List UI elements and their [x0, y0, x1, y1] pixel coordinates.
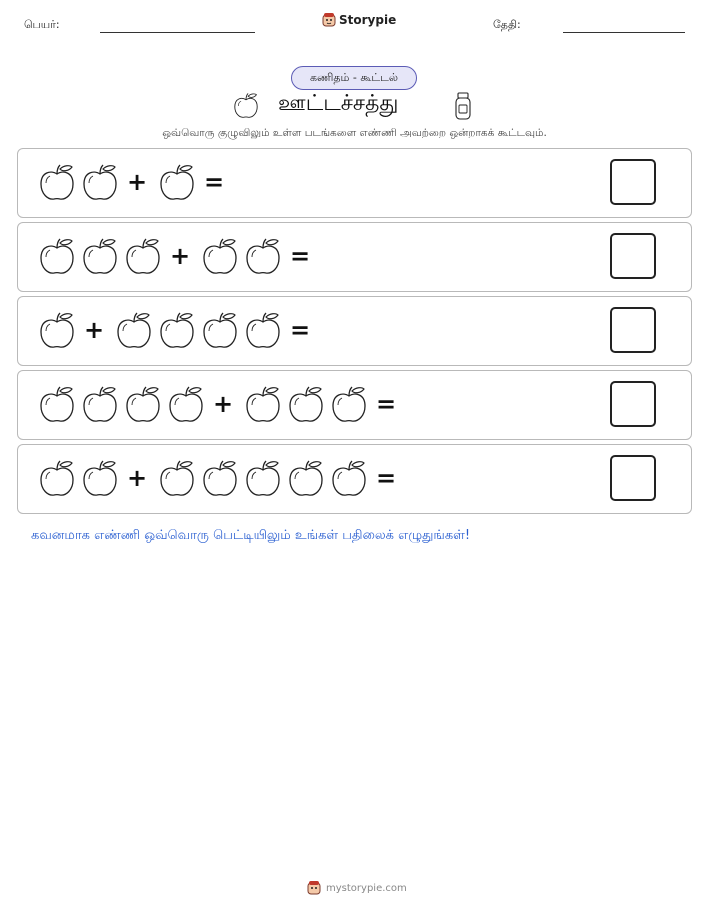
jar-icon — [454, 92, 472, 120]
plus-sign: + — [127, 168, 148, 196]
apple-icon — [37, 237, 77, 277]
apple-icon — [329, 385, 369, 425]
apple-icon — [37, 385, 77, 425]
problem-row — [17, 148, 692, 218]
name-label: பெயர்: — [24, 18, 60, 31]
page-title: ஊட்டச்சத்து — [278, 91, 399, 116]
answer-box[interactable] — [610, 233, 656, 279]
apple-icon — [200, 237, 240, 277]
storypie-mascot-icon — [307, 880, 321, 896]
apple-icon — [232, 92, 260, 120]
date-label: தேதி: — [493, 18, 521, 31]
storypie-mascot-icon — [322, 12, 336, 28]
apple-icon — [200, 459, 240, 499]
apple-icon — [286, 459, 326, 499]
equals-sign: = — [204, 168, 225, 196]
date-field[interactable] — [563, 32, 685, 33]
apple-icon — [157, 459, 197, 499]
apple-icon — [37, 311, 77, 351]
apple-icon — [37, 163, 77, 203]
apple-icon — [37, 459, 77, 499]
apple-icon — [80, 385, 120, 425]
problem-row — [17, 370, 692, 440]
plus-sign: + — [127, 464, 148, 492]
answer-box[interactable] — [610, 307, 656, 353]
title-row — [0, 92, 709, 122]
apple-icon — [123, 237, 163, 277]
footer — [307, 880, 407, 896]
apple-icon — [114, 311, 154, 351]
apple-icon — [200, 311, 240, 351]
apple-icon — [80, 459, 120, 499]
answer-box[interactable] — [610, 455, 656, 501]
plus-sign: + — [170, 242, 191, 270]
equals-sign: = — [290, 242, 311, 270]
hint-text: கவனமாக எண்ணி ஒவ்வொரு பெட்டியிலும் உங்கள் பதிலைக் எழுதுங்கள்! — [31, 528, 471, 543]
plus-sign: + — [213, 390, 234, 418]
apple-icon — [157, 163, 197, 203]
equals-sign: = — [290, 316, 311, 344]
apple-icon — [243, 459, 283, 499]
subject-badge: கணிதம் - கூட்டல் — [291, 66, 417, 90]
problem-row — [17, 296, 692, 366]
apple-icon — [286, 385, 326, 425]
instructions: ஒவ்வொரு குழுவிலும் உள்ள படங்களை எண்ணி அவற்றை ஒன்றாகக் கூட்டவும். — [162, 127, 547, 139]
plus-sign: + — [84, 316, 105, 344]
brand-logo — [322, 12, 396, 28]
answer-box[interactable] — [610, 381, 656, 427]
apple-icon — [166, 385, 206, 425]
name-field[interactable] — [100, 32, 255, 33]
apple-icon — [157, 311, 197, 351]
apple-icon — [80, 163, 120, 203]
problem-row — [17, 222, 692, 292]
equals-sign: = — [376, 464, 397, 492]
apple-icon — [243, 385, 283, 425]
apple-icon — [123, 385, 163, 425]
footer-url[interactable]: mystorypie.com — [326, 882, 407, 894]
answer-box[interactable] — [610, 159, 656, 205]
apple-icon — [80, 237, 120, 277]
header — [0, 0, 709, 50]
equals-sign: = — [376, 390, 397, 418]
brand-name: Storypie — [339, 13, 397, 27]
problem-row — [17, 444, 692, 514]
apple-icon — [329, 459, 369, 499]
apple-icon — [243, 237, 283, 277]
apple-icon — [243, 311, 283, 351]
